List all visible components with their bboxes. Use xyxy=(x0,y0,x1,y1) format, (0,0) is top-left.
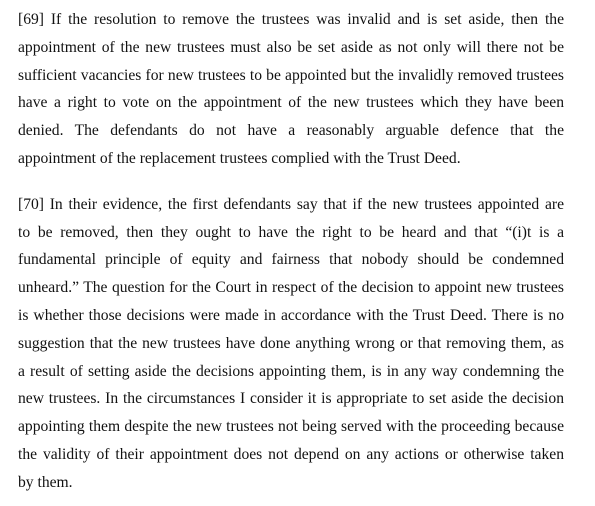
text-line: suggestion that the new trustees have done anything wrong or that removing them, as xyxy=(18,334,564,352)
text-line: appointment of the new trustees must also be set aside as not only will there not be xyxy=(18,38,564,56)
text-line: by them. xyxy=(18,473,73,491)
text-line: appointing them despite the new trustees not being served with the proceeding because xyxy=(18,418,564,436)
text-line: appointment of the replacement trustees complied with the Trust Deed. xyxy=(18,149,461,167)
paragraph-70 xyxy=(18,191,564,497)
text-line: new trustees. In the circumstances I consider it is appropriate to set aside the decision xyxy=(18,390,564,408)
text-line: a result of setting aside the decisions appointing them, is in any way condemning the xyxy=(18,362,564,380)
judgment-text xyxy=(18,6,564,497)
text-line: denied. The defendants do not have a reasonably arguable defence that the xyxy=(18,122,564,140)
text-line: the validity of their appointment does not depend on any actions or otherwise taken xyxy=(18,445,564,463)
text-line: have a right to vote on the appointment of the new trustees which they have been xyxy=(18,94,564,112)
text-line: fundamental principle of equity and fairness that nobody should be condemned xyxy=(18,251,564,269)
text-line: to be removed, then they ought to have the right to be heard and that “(i)t is a xyxy=(18,223,564,241)
text-line: [69] If the resolution to remove the trustees was invalid and is set aside, then the xyxy=(18,11,564,28)
text-line: [70] In their evidence, the first defendants say that if the new trustees appointed are xyxy=(18,195,564,213)
text-line: unheard.” The question for the Court in respect of the decision to appoint new trustees xyxy=(18,279,564,297)
text-line: sufficient vacancies for new trustees to be appointed but the invalidly removed trustees xyxy=(18,66,564,84)
paragraph-69 xyxy=(18,6,564,173)
text-line: is whether those decisions were made in accordance with the Trust Deed. There is no xyxy=(18,306,564,324)
